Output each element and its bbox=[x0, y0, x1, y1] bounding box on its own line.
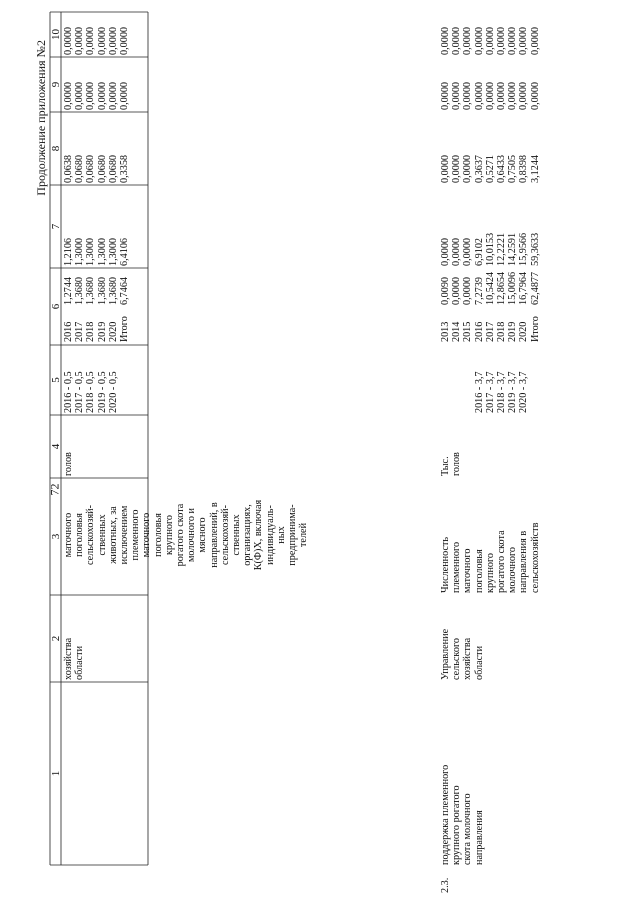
row2-indicator: Численность племенного маточного поголовья крупного рогатого скота молочного направления в сельскохозяйств bbox=[440, 522, 541, 593]
header-col-8: 8 bbox=[50, 145, 62, 152]
row2-years: 2013 2014 2015 2016 2017 2018 2019 2020 Итого bbox=[440, 316, 541, 342]
continuation-title: Продолжение приложения №2 bbox=[34, 40, 48, 196]
row1-unit: голов bbox=[63, 452, 74, 476]
row2-total: 0,0090 0,0000 0,0000 7,2739 10,5424 12,8654 15,0096 16,7964 62,4877 bbox=[440, 271, 541, 305]
header-col-5: 5 bbox=[50, 377, 62, 383]
row1-local: 0,0000 0,0000 0,0000 0,0000 0,0000 0,0000 bbox=[63, 81, 131, 110]
header-col-3: 3 bbox=[50, 533, 62, 540]
row1-regional: 0,0638 0,0680 0,0680 0,0680 0,0680 0,3358 bbox=[63, 154, 131, 183]
row2-executor: Управление сельского хозяйства области bbox=[440, 628, 485, 680]
row2-measure: поддержка племенного крупного рогатого скота молочного направления bbox=[440, 764, 485, 865]
row2-federal: 0,0000 0,0000 0,0000 6,9102 10,0153 12,2221 14,2591 15,9566 59,3633 bbox=[440, 232, 541, 266]
row1-targets: 2016 - 0,5 2017 - 0,5 2018 - 0,5 2019 - 0,5 2020 - 0,5 bbox=[63, 371, 119, 413]
header-col-7: 7 bbox=[50, 223, 62, 230]
row1-executor: хозяйства области bbox=[63, 637, 86, 680]
header-col-2: 2 bbox=[50, 635, 62, 642]
header-col-9: 9 bbox=[50, 81, 62, 88]
row2-regional: 0,0000 0,0000 0,0000 0,3637 0,5271 0,6433 0,7505 0,8398 3,1244 bbox=[440, 154, 541, 183]
header-col-4: 4 bbox=[50, 443, 62, 450]
row2-other: 0,0000 0,0000 0,0000 0,0000 0,0000 0,0000 0,0000 0,0000 0,0000 bbox=[440, 26, 541, 55]
row2-targets: 2016 - 3,7 2017 - 3,7 2018 - 3,7 2019 - 3,7 2020 - 3,7 bbox=[473, 371, 530, 413]
row2-number: 2.3. bbox=[440, 877, 451, 893]
row2-local: 0,0000 0,0000 0,0000 0,0000 0,0000 0,0000 0,0000 0,0000 0,0000 bbox=[440, 81, 541, 110]
header-col-6: 6 bbox=[50, 303, 62, 310]
row1-indicator: маточного поголовья сельскохозяй- ственных животных, за исключением племенного маточного поголовья крупного рогатого скота молочного и мясного направлений, в сельскохозяй- ственных организациях, К(Ф)Х, включая индивидуаль- ных предпринима- телей bbox=[63, 499, 310, 571]
row1-federal: 1,2106 1,3000 1,3000 1,3000 1,3000 6,4106 bbox=[63, 237, 131, 266]
row2-unit: Тыс. голов bbox=[440, 452, 463, 476]
page-number: 72 bbox=[47, 483, 62, 496]
header-col-1: 1 bbox=[50, 770, 62, 777]
row1-years: 2016 2017 2018 2019 2020 Итого bbox=[63, 316, 131, 342]
row1-total: 1,2744 1,3680 1,3680 1,3680 1,3680 6,7464 bbox=[63, 276, 131, 305]
header-col-10: 10 bbox=[50, 29, 62, 40]
row1-other: 0,0000 0,0000 0,0000 0,0000 0,0000 0,0000 bbox=[63, 26, 131, 55]
